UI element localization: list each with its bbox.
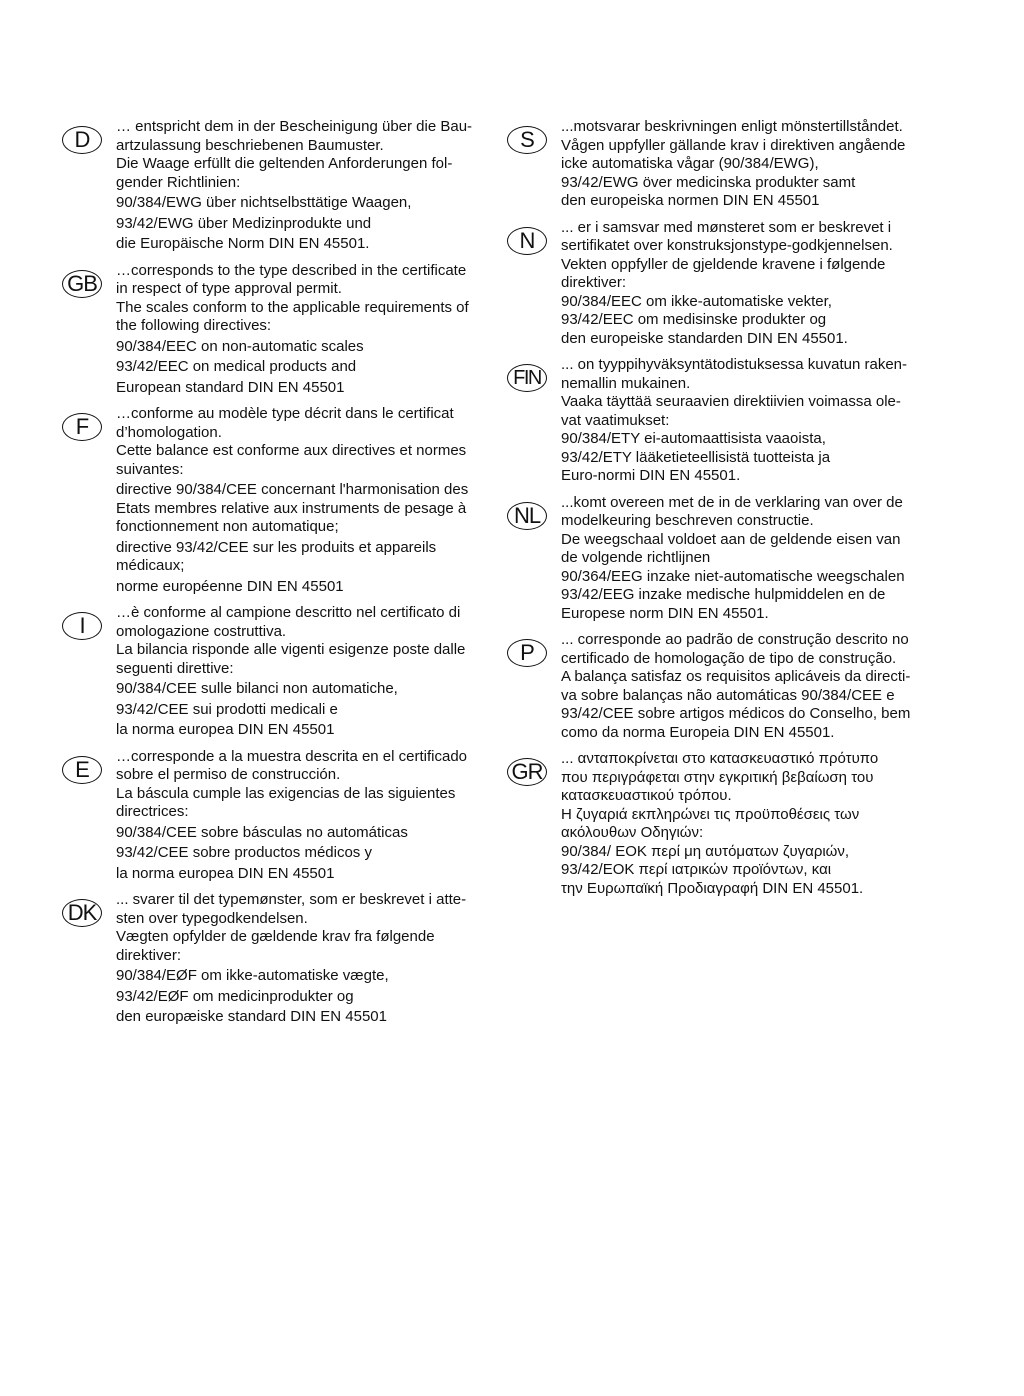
text-line: sertifikatet over konstruksjonstype-godkjennelsen. (561, 237, 893, 254)
text-line: …corresponde a la muestra descrita en el certificado (116, 747, 468, 765)
language-block-fr (62, 405, 487, 596)
language-badge-fr: F (62, 413, 102, 441)
right-column (507, 118, 925, 906)
language-badge-it: I (62, 612, 102, 640)
text-line: seguenti direttive: (116, 659, 234, 677)
text-line: d’homologation. (116, 423, 222, 441)
language-badge-fi: FIN (507, 364, 547, 392)
language-block-dk (62, 891, 487, 1027)
text-line: που περιγράφεται στην εγκριτική βεβαίωση του (561, 768, 874, 786)
text-line: 93/42/CEE sobre productos médicos y (116, 844, 372, 861)
text-line: Vægten opfylder de gældende krav fra følgende (116, 928, 435, 945)
text-line: artzulassung beschriebenen Baumuster. (116, 136, 384, 154)
text-line: den europeiska normen DIN EN 45501 (561, 192, 820, 209)
text-line: 93/42/CEE sui prodotti medicali e (116, 700, 338, 718)
text-line: direktiver: (116, 946, 182, 964)
language-block-gb (62, 262, 487, 398)
text-line: Europese norm DIN EN 45501. (561, 604, 769, 622)
text-line: ακόλουθων Οδηγιών: (561, 824, 704, 841)
text-line: den europeiske standarden DIN EN 45501. (561, 329, 848, 347)
text-line: The scales conform to the applicable requirements of (116, 298, 469, 316)
language-block-nl (507, 494, 925, 624)
text-line: médicaux; (116, 557, 185, 574)
language-block-no (507, 219, 925, 349)
text-line: ... on tyyppihyväksyntätodistuksessa kuvatun raken- (561, 356, 908, 373)
text-line: 90/384/EEC on non-automatic scales (116, 337, 364, 355)
language-block-es (62, 748, 487, 884)
text-line: directrices: (116, 803, 189, 820)
language-block-fi (507, 356, 925, 486)
text-line: certificado de homologação de tipo de construção. (561, 649, 897, 667)
text-line: directive 90/384/CEE concernant l'harmonisation des (116, 481, 469, 498)
text-line: 93/42/CEE sobre artigos médicos do Conselho, bem (561, 705, 911, 722)
text-line: ... ανταποκρίνεται στο κατασκευαστικό πρότυπο (561, 750, 879, 767)
text-line: De weegschaal voldoet aan de geldende eisen van (561, 530, 901, 548)
text-line: ... er i samsvar med mønsteret som er beskrevet i (561, 218, 892, 236)
text-line: Vaaka täyttää seuraavien direktiivien voimassa ole- (561, 393, 901, 410)
text-line: sobre el permiso de construcción. (116, 766, 341, 783)
text-line: 90/384/ ΕΟΚ περί μη αυτόματων ζυγαριών, (561, 842, 850, 860)
text-line: 93/42/EEC on medical products and (116, 358, 357, 375)
text-line: Etats membres relative aux instruments de pesage à (116, 499, 467, 517)
language-badge-se: S (507, 126, 547, 154)
text-line: La báscula cumple las exigencias de las siguientes (116, 784, 456, 802)
text-line: den europæiske standard DIN EN 45501 (116, 1008, 387, 1025)
text-line: ... corresponde ao padrão de construção descrito no (561, 631, 909, 648)
text-line: icke automatiska vågar (90/384/EWG), (561, 155, 819, 172)
text-line: 93/42/ΕΟΚ περί ιατρικών προϊόντων, και (561, 861, 832, 878)
text-line: Vekten oppfyller de gjeldende kravene i følgende (561, 255, 886, 273)
text-line: vat vaatimukset: (561, 411, 670, 429)
text-line: directive 93/42/CEE sur les produits et appareils (116, 538, 437, 556)
text-line: nemallin mukainen. (561, 374, 691, 392)
language-badge-pt: P (507, 639, 547, 667)
text-line: Euro-normi DIN EN 45501. (561, 467, 741, 484)
language-block-de (62, 118, 487, 254)
text-line: va sobre balanças não automáticas 90/384/CEE e (561, 686, 895, 704)
language-block-gr (507, 750, 925, 898)
text-line: την Ευρωπαϊκή Προδιαγραφή DIN EN 45501. (561, 879, 864, 897)
text-line: modelkeuring beschreven constructie. (561, 512, 814, 529)
language-badge-gb: GB (62, 270, 102, 298)
text-line: … entspricht dem in der Bescheinigung über die Bau- (116, 118, 473, 135)
text-line: …è conforme al campione descritto nel certificato di (116, 604, 461, 621)
text-line: Η ζυγαριά εκπληρώνει τις προϋποθέσεις των (561, 805, 860, 823)
text-line: 90/364/EEG inzake niet-automatische weegschalen (561, 567, 905, 585)
language-badge-es: E (62, 756, 102, 784)
language-block-pt (507, 631, 925, 742)
text-line: gender Richtlinien: (116, 173, 241, 191)
language-badge-dk: DK (62, 899, 102, 927)
text-line: 93/42/EEC om medisinske produkter og (561, 311, 827, 328)
text-line: κατασκευαστικού τρόπου. (561, 787, 732, 804)
text-line: como da norma Europeia DIN EN 45501. (561, 723, 835, 741)
text-line: ...motsvarar beskrivningen enligt mönstertillståndet. (561, 118, 903, 135)
text-line: direktiver: (561, 274, 627, 291)
language-badge-no: N (507, 227, 547, 255)
text-line: …conforme au modèle type décrit dans le certificat (116, 405, 454, 422)
text-line: 90/384/EWG über nichtselbsttätige Waagen, (116, 194, 412, 211)
language-badge-nl: NL (507, 502, 547, 530)
text-line: de volgende richtlijnen (561, 549, 711, 566)
text-line: 90/384/CEE sobre básculas no automáticas (116, 823, 408, 841)
text-line: 90/384/ETY ei-automaattisista vaaoista, (561, 430, 826, 447)
text-line: 90/384/CEE sulle bilanci non automatiche, (116, 680, 398, 697)
text-line: Vågen uppfyller gällande krav i direktiven angående (561, 136, 906, 154)
text-line: ...komt overeen met de in de verklaring van over de (561, 493, 903, 511)
text-line: 93/42/EEG inzake medische hulpmiddelen en de (561, 586, 886, 603)
text-line: 93/42/EØF om medicinprodukter og (116, 987, 354, 1005)
text-line: die Europäische Norm DIN EN 45501. (116, 235, 370, 252)
language-badge-gr: GR (507, 758, 547, 786)
language-block-it (62, 604, 487, 740)
text-line: 90/384/EØF om ikke-automatiske vægte, (116, 967, 389, 984)
text-line: omologazione costruttiva. (116, 622, 287, 640)
text-line: la norma europea DIN EN 45501 (116, 864, 335, 882)
text-line: 93/42/EWG über Medizinprodukte und (116, 214, 372, 232)
text-line: ... svarer til det typemønster, som er beskrevet i atte- (116, 891, 467, 908)
left-column (62, 118, 487, 1035)
text-line: sten over typegodkendelsen. (116, 909, 308, 927)
language-badge-de: D (62, 126, 102, 154)
text-line: A balança satisfaz os requisitos aplicáveis da directi- (561, 668, 911, 685)
text-line: Die Waage erfüllt die geltenden Anforderungen fol- (116, 155, 453, 172)
text-line: 93/42/EWG över medicinska produkter samt (561, 173, 856, 191)
text-line: the following directives: (116, 317, 272, 334)
language-block-se (507, 118, 925, 211)
text-line: European standard DIN EN 45501 (116, 378, 345, 396)
text-line: 93/42/ETY lääketieteellisistä tuotteista ja (561, 448, 831, 466)
text-line: …corresponds to the type described in the certificate (116, 261, 467, 279)
text-line: fonctionnement non automatique; (116, 518, 339, 535)
text-line: 90/384/EEC om ikke-automatiske vekter, (561, 292, 832, 310)
text-line: la norma europea DIN EN 45501 (116, 721, 335, 738)
text-line: La bilancia risponde alle vigenti esigenze poste dalle (116, 641, 466, 658)
text-line: suivantes: (116, 460, 184, 478)
text-line: in respect of type approval permit. (116, 280, 342, 297)
text-line: Cette balance est conforme aux directives et normes (116, 442, 467, 459)
text-line: norme européenne DIN EN 45501 (116, 577, 344, 595)
